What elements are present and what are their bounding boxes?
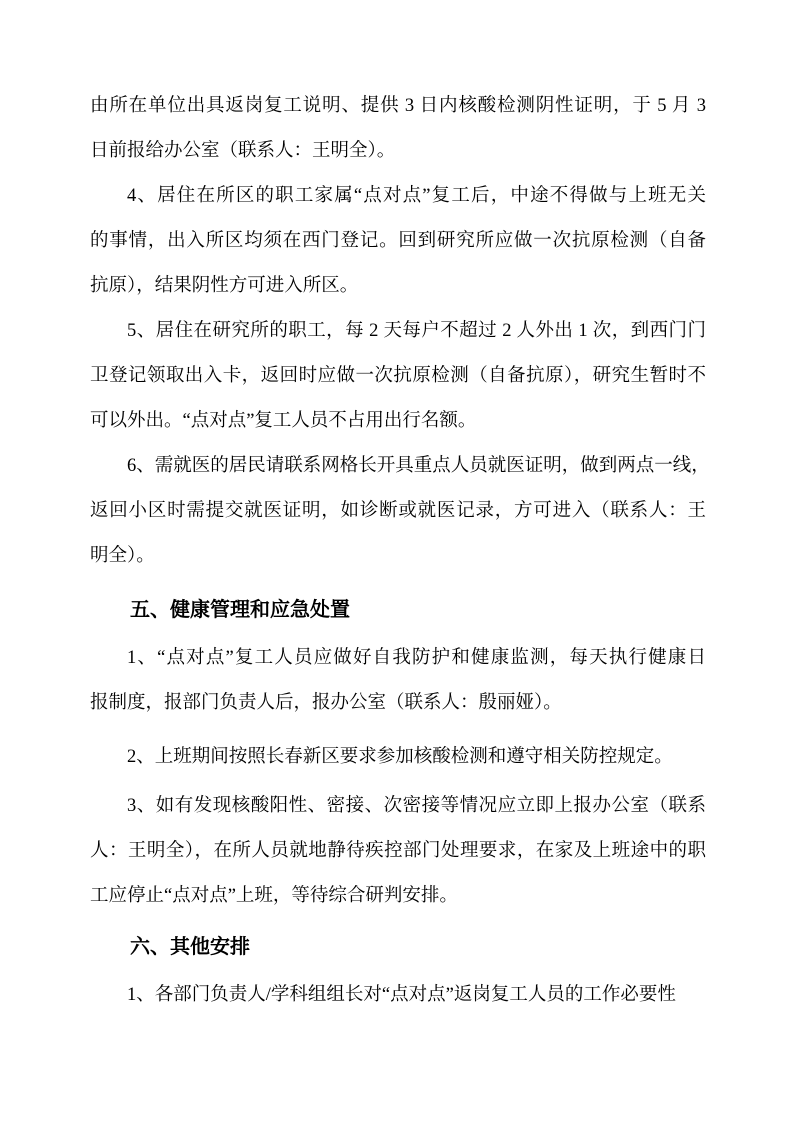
text-line: 1、“点对点”复工人员应做好自我防护和健康监测，每天执行健康日 [127, 648, 706, 668]
text-line: 6、需就医的居民请联系网格长开具重点人员就医证明，做到两点一线， [127, 456, 710, 476]
text-line: 可以外出。“点对点”复工人员不占用出行名额。 [90, 411, 477, 431]
text-line: 六、其他安排 [130, 936, 250, 958]
text-line: 由所在单位出具返岗复工说明、提供 3 日内核酸检测阴性证明，于 5 月 3 [90, 96, 706, 116]
paragraph [90, 174, 706, 309]
text-line: 报制度，报部门负责人后，报办公室（联系人：殷丽娅）。 [90, 693, 562, 713]
text-line: 的事情，出入所区均须在西门登记。回到研究所应做一次抗原检测（自备 [90, 231, 706, 251]
paragraph [90, 636, 706, 726]
text-line: 5、居住在研究所的职工，每 2 天每户不超过 2 人外出 1 次，到西门门 [127, 321, 706, 341]
paragraph [90, 444, 710, 579]
section-heading [90, 925, 706, 970]
paragraph [90, 784, 706, 919]
paragraph [90, 973, 706, 1018]
text-line: 抗原），结果阴性方可进入所区。 [90, 276, 359, 296]
section-heading [90, 588, 706, 633]
paragraph-continuation [90, 84, 706, 174]
text-line: 日前报给办公室（联系人：王明全）。 [90, 141, 396, 161]
document-body [90, 84, 710, 1018]
text-line: 五、健康管理和应急处置 [130, 599, 350, 621]
text-line: 工应停止“点对点”上班，等待综合研判安排。 [90, 886, 458, 906]
text-line: 2、上班期间按照长春新区要求参加核酸检测和遵守相关防控规定。 [127, 747, 673, 767]
paragraph [90, 735, 706, 780]
text-line: 明全）。 [90, 546, 155, 566]
text-line: 返回小区时需提交就医证明，如诊断或就医记录，方可进入（联系人：王 [90, 501, 706, 521]
text-line: 卫登记领取出入卡，返回时应做一次抗原检测（自备抗原），研究生暂时不 [90, 366, 706, 386]
text-line: 1、各部门负责人/学科组组长对“点对点”返岗复工人员的工作必要性 [127, 985, 676, 1005]
text-line: 人：王明全），在所人员就地静待疾控部门处理要求，在家及上班途中的职 [90, 841, 706, 861]
text-line: 3、如有发现核酸阳性、密接、次密接等情况应立即上报办公室（联系 [127, 796, 706, 816]
text-line: 4、居住在所区的职工家属“点对点”复工后，中途不得做与上班无关 [127, 186, 706, 206]
paragraph [90, 309, 706, 444]
